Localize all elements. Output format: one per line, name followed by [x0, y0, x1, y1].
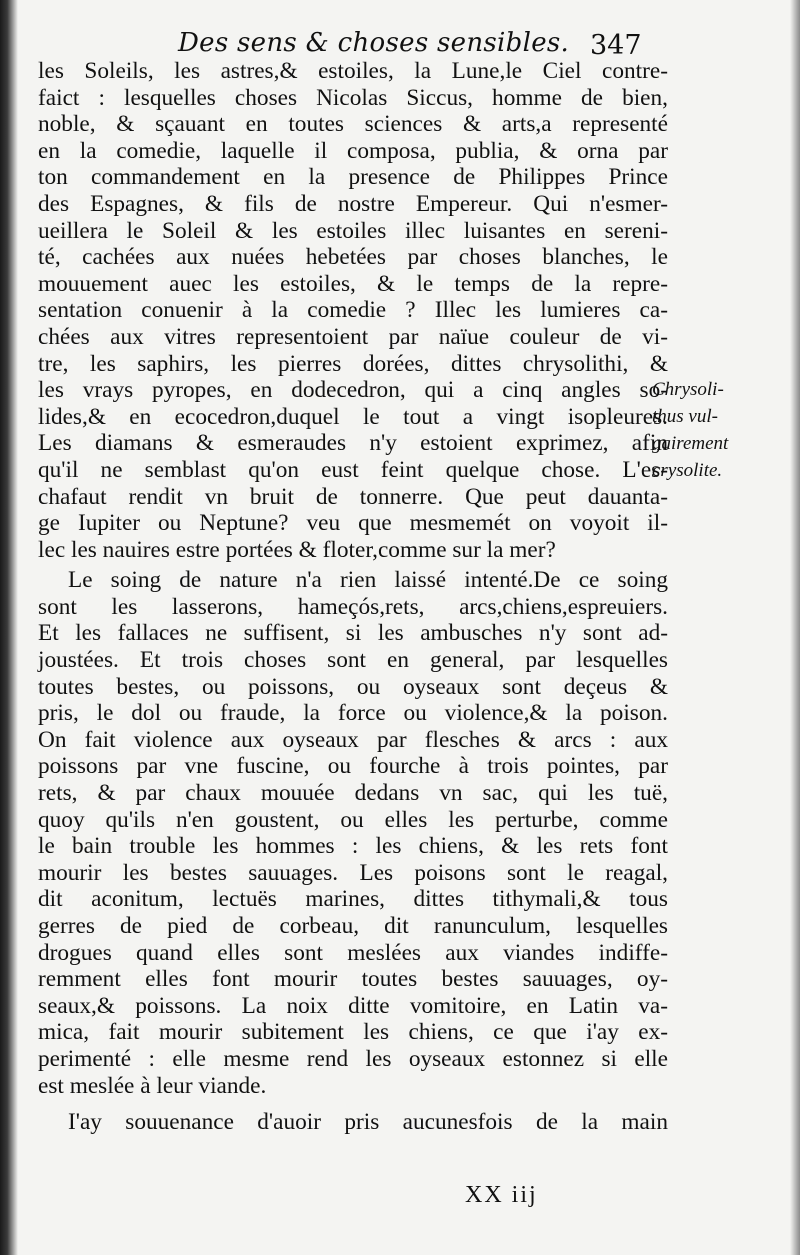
signature-mark: XX iij — [465, 1182, 538, 1208]
text-line: remment elles font mourir toutes bestes sauuages, oy- — [38, 966, 668, 993]
text-line: mouuement auec les estoiles, & le temps de la repre- — [38, 270, 668, 297]
running-title: Des sens & choses sensibles. — [178, 28, 570, 58]
margin-note-line: gairement — [652, 433, 729, 454]
margin-note-line: Chrysoli- — [652, 379, 724, 400]
text-line: gerres de pied de corbeau, dit ranunculum, lesquelles — [38, 913, 668, 939]
margin-note-line: crysolite. — [652, 460, 723, 481]
paragraph-start-line: Le soing de nature n'a rien laissé intenté.De ce soing — [68, 567, 668, 594]
text-line: pris, le dol ou fraude, la force ou violence,& la poison. — [38, 700, 668, 727]
text-line: chées aux vitres representoient par naïue couleur de vi- — [38, 323, 668, 350]
text-line: noble, & sçauant en toutes sciences & arts,a representé — [38, 111, 668, 138]
text-line: les vrays pyropes, en dodecedron, qui a cinq angles so- — [38, 377, 668, 404]
text-line: lides,& en ecocedron,duquel le tout a vingt isopleures. — [38, 403, 668, 430]
text-line: Les diamans & esmeraudes n'y estoient exprimez, afin — [38, 430, 668, 457]
text-line: chafaut rendit vn bruit de tonnerre. Que peut dauanta- — [38, 483, 668, 510]
paragraph-start-line: I'ay souuenance d'auoir pris aucunesfois de la main — [68, 1109, 668, 1136]
text-line: les Soleils, les astres,& estoiles, la Lune,le Ciel contre- — [38, 58, 668, 84]
text-line: quoy qu'ils n'en goustent, ou elles les perturbe, comme — [38, 806, 668, 833]
text-line: Et les fallaces ne suffisent, si les ambusches n'y sont ad- — [38, 620, 668, 647]
text-line: faict : lesquelles choses Nicolas Siccus, homme de bien, — [38, 84, 668, 111]
text-line: ton commandement en la presence de Philippes Prince — [38, 164, 668, 191]
text-line: poissons par vne fuscine, ou fourche à trois pointes, par — [38, 753, 668, 780]
page-number: 347 — [590, 30, 642, 61]
text-line: lec les nauires estre portées & floter,comme sur la mer? — [38, 536, 556, 563]
text-line: perimenté : elle mesme rend les oyseaux estonnez si elle — [38, 1045, 668, 1072]
text-line: drogues quand elles sont meslées aux viandes indiffe- — [38, 939, 668, 966]
margin-note-line: thus vul- — [652, 406, 718, 427]
text-line: en la comedie, laquelle il composa, publia, & orna par — [38, 137, 668, 164]
main-text — [38, 58, 668, 1136]
binding-shadow — [0, 0, 18, 1255]
text-line: sont les lasserons, hameçós,rets, arcs,chiens,espreuiers. — [38, 593, 668, 620]
margin-note — [652, 376, 792, 484]
text-line: est meslée à leur viande. — [38, 1072, 267, 1099]
text-line: ge Iupiter ou Neptune? veu que mesmemét on voyoit il- — [38, 510, 668, 537]
text-line: dit aconitum, lectuës marines, dittes tithymali,& tous — [38, 886, 668, 913]
text-line: tre, les saphirs, les pierres dorées, dittes chrysolithi, & — [38, 350, 668, 377]
text-line: mica, fait mourir subitement les chiens, ce que i'ay ex- — [38, 1019, 668, 1046]
page-footer — [0, 1182, 800, 1222]
text-line: mourir les bestes sauuages. Les poisons sont le reagal, — [38, 859, 668, 886]
text-line: des Espagnes, & fils de nostre Empereur. Qui n'esmer- — [38, 190, 668, 217]
text-line: ueillera le Soleil & les estoiles illec luisantes en sereni- — [38, 217, 668, 244]
text-line: té, cachées aux nuées hebetées par choses blanches, le — [38, 244, 668, 271]
page-edge — [790, 0, 800, 1255]
text-line: seaux,& poissons. La noix ditte vomitoire, en Latin va- — [38, 992, 668, 1019]
text-line: toutes bestes, ou poissons, ou oyseaux sont deçeus & — [38, 673, 668, 700]
text-line: qu'il ne semblast qu'on eust feint quelque chose. L'es- — [38, 456, 668, 483]
text-line: joustées. Et trois choses sont en general, par lesquelles — [38, 647, 668, 674]
text-line: sentation conuenir à la comedie ? Illec les lumieres ca- — [38, 297, 668, 324]
text-line: rets, & par chaux mouuée dedans vn sac, qui les tuë, — [38, 780, 668, 807]
text-line: le bain trouble les hommes : les chiens, & les rets font — [38, 833, 668, 860]
text-line: On fait violence aux oyseaux par flesches & arcs : aux — [38, 726, 668, 753]
